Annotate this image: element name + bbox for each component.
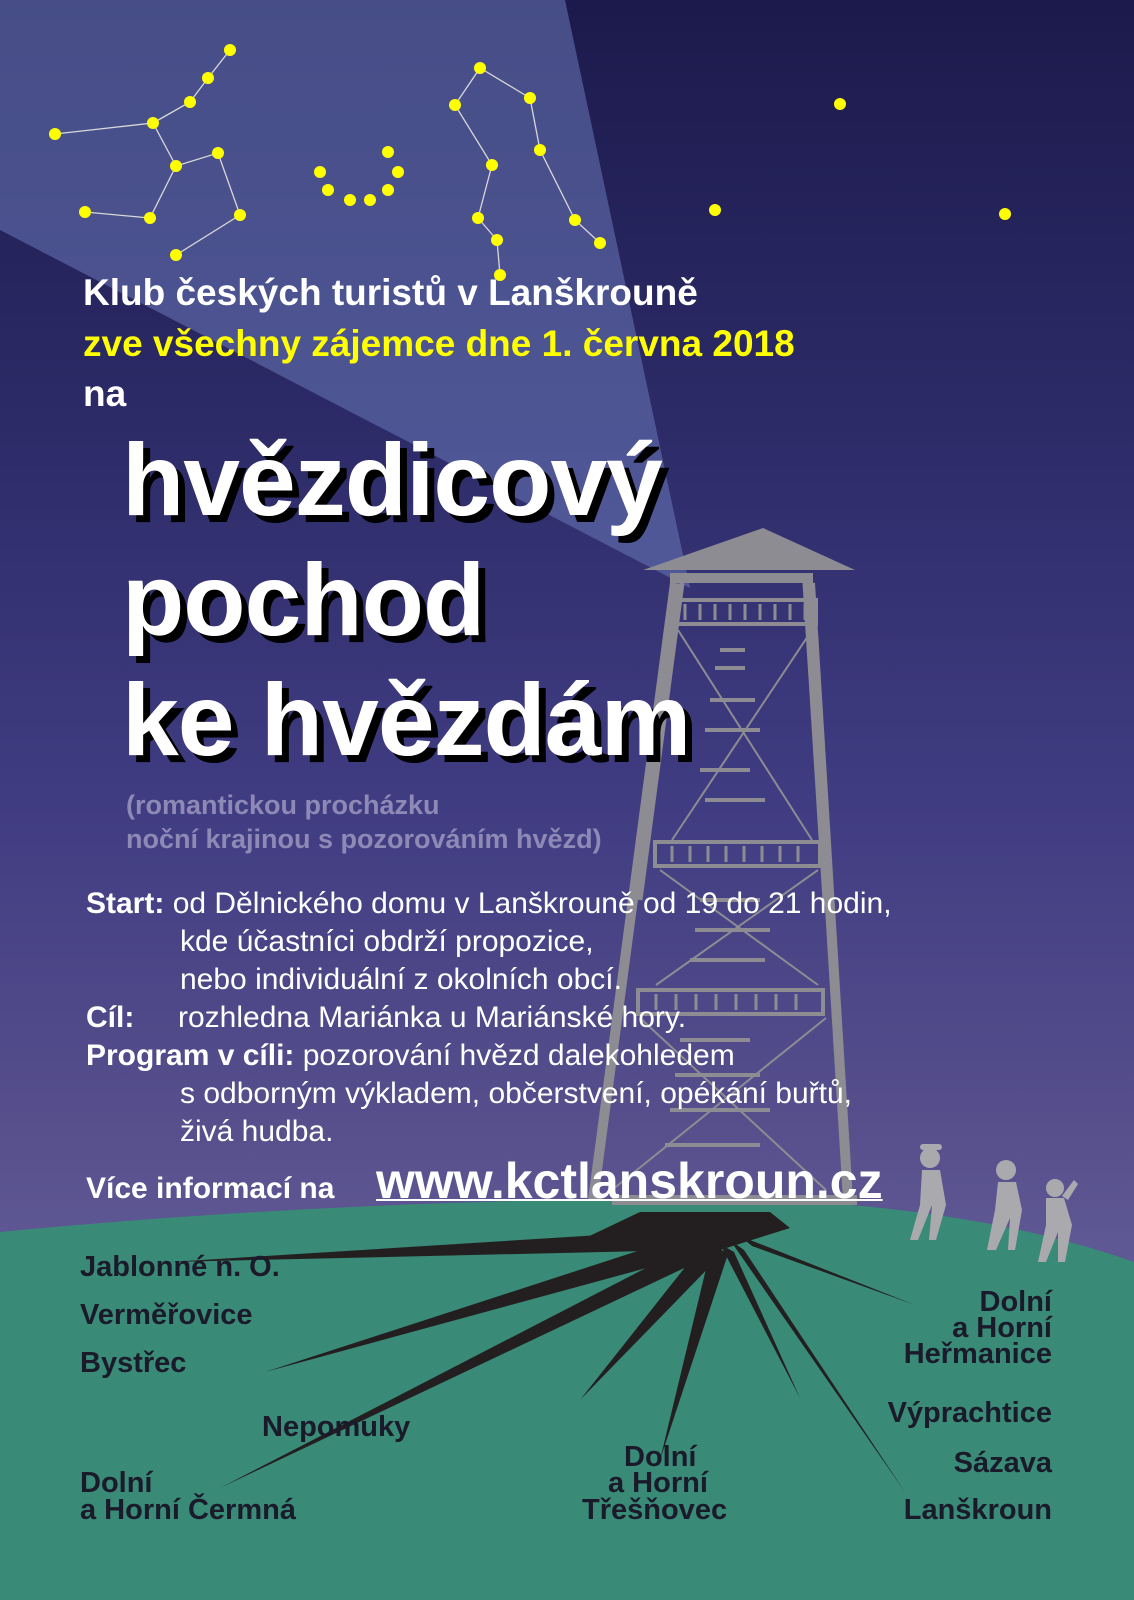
- place-tresnovec-3: Třešňovec: [582, 1494, 728, 1526]
- place-hermanice-3: Heřmanice: [903, 1338, 1052, 1370]
- goal-label: Cíl:: [86, 1001, 135, 1034]
- place-jablonne: Jablonné n. O.: [80, 1251, 280, 1283]
- start-line3: nebo individuální z okolních obcí.: [180, 963, 622, 996]
- title-line1: hvězdicový: [122, 423, 662, 537]
- place-lanskroun: Lanškroun: [903, 1494, 1052, 1526]
- place-nepomuky: Nepomuky: [262, 1411, 411, 1443]
- program-label: Program v cíli:: [86, 1039, 295, 1072]
- place-tresnovec-1: Dolní: [624, 1441, 697, 1473]
- start-line2: kde účastníci obdrží propozice,: [180, 925, 594, 958]
- program-line3: živá hudba.: [180, 1115, 334, 1148]
- info-program: [86, 1037, 735, 1075]
- place-cermna-2: a Horní Čermná: [80, 1494, 296, 1526]
- info-goal: [86, 999, 134, 1037]
- subtitle-line2: noční krajinou s pozorováním hvězd): [126, 824, 602, 854]
- header-na: na: [83, 373, 127, 414]
- start-text: od Dělnického domu v Lanškrouně od 19 do 21 hodin,: [172, 887, 892, 920]
- goal-text: rozhledna Mariánka u Mariánské hory.: [178, 1001, 687, 1034]
- place-cermna-1: Dolní: [80, 1467, 153, 1499]
- website-link[interactable]: www.kctlanskroun.cz: [376, 1153, 883, 1209]
- title-line3: ke hvězdám: [122, 663, 691, 777]
- more-info-label: Více informací na: [86, 1172, 335, 1205]
- place-vyprachtice: Výprachtice: [887, 1397, 1052, 1429]
- subtitle-line1: (romantickou procházku: [126, 790, 440, 820]
- place-hermanice-1: Dolní: [979, 1286, 1052, 1318]
- place-hermanice-2: a Horní: [952, 1312, 1052, 1344]
- info-start: [86, 885, 892, 923]
- program-text: pozorování hvězd dalekohledem: [302, 1039, 735, 1072]
- start-label: Start:: [86, 887, 165, 920]
- place-tresnovec-2: a Horní: [608, 1467, 708, 1499]
- header-club: Klub českých turistů v Lanškrouně: [83, 272, 698, 313]
- header-invitation: zve všechny zájemce dne 1. června 2018: [83, 323, 795, 364]
- place-vermerovice: Verměřovice: [80, 1299, 253, 1331]
- place-bystrec: Bystřec: [80, 1347, 187, 1379]
- program-line2: s odborným výkladem, občerstvení, opékání buřtů,: [180, 1077, 853, 1110]
- place-sazava: Sázava: [953, 1447, 1052, 1479]
- title-line2: pochod: [122, 543, 485, 657]
